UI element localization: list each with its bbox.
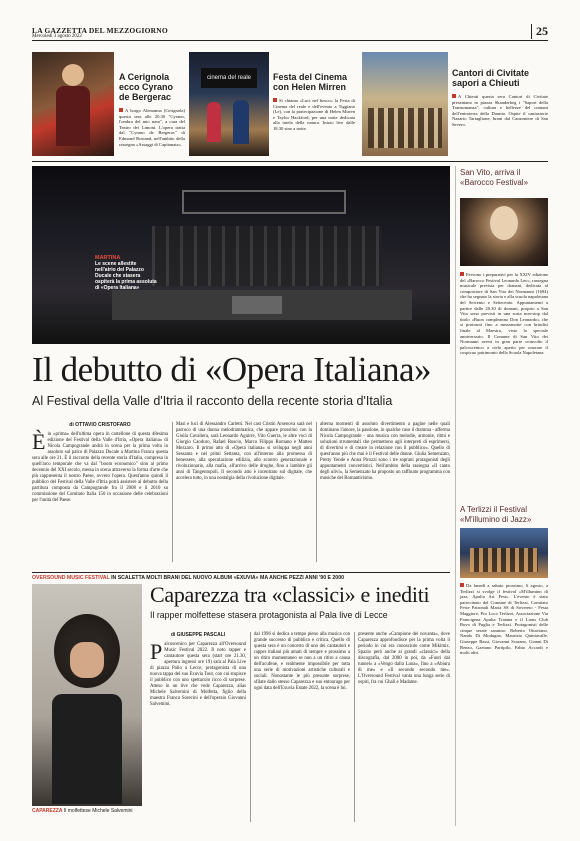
teaser-text-cantori: A Chieuti questa sera Cantori di Civitate presentano in piazza Skanderbeg i "Sapori della Transumanza", cultura e bellezze del comuni dell'entroterra della Daunia. Ospite il cantastorie Nazario Tartaglione, brani dal Canzoniere di San Severo. — [452, 94, 548, 127]
teaser-photo-cinema — [189, 52, 269, 156]
sidebar-photo-jazz — [460, 528, 548, 578]
drop-cap: È — [32, 429, 46, 454]
teaser-text-cyrano: A borgo Alemanna (Cerignola) questa sera alle 20.30 "Cyrano, l'ombra del mio naso", a cura del Teatro dei Limoni. L'opera tratta dal "Cyrano de Bergerac" di Edmond Rostand, nell'ambito della rassegna «Assaggi di Capitanata». — [119, 108, 185, 147]
main-headline: Il debutto di «Opera Italiana» — [32, 350, 432, 389]
drop-cap: P — [150, 639, 163, 664]
main-subhead: Al Festival della Valle d'Itria il racconto della recente storia d'Italia — [32, 394, 393, 408]
teaser-photo-cyrano — [32, 52, 114, 156]
second-byline: di GIUSEPPE PASCALI — [170, 632, 226, 638]
bullet-icon — [460, 583, 464, 587]
teaser-title-cinema: Festa del Cinema con Helen Mirren — [273, 72, 348, 92]
photo-caption: Le scene allestite nell'atrio del Palazzo Ducale che stasera ospiterà la prima assoluta di «Opera Italiana» — [95, 261, 157, 291]
teaser-title-cantori: Cantori di Civitate sapori a Chieuti — [452, 68, 530, 88]
newspaper-title: LA GAZZETTA DEL MEZZOGIORNO — [32, 26, 168, 35]
bullet-icon — [119, 108, 123, 112]
caparezza-photo — [32, 584, 142, 806]
sidebar-divider — [455, 166, 456, 826]
column-divider — [172, 422, 173, 562]
column-divider — [354, 632, 355, 822]
divider — [32, 161, 548, 162]
bullet-icon — [273, 98, 277, 102]
caparezza-caption-tag: CAPAREZZA — [32, 808, 63, 814]
kicker: OVERSOUND MUSIC FESTIVAL — [32, 575, 110, 581]
page-number: 25 — [531, 24, 548, 39]
bullet-icon — [460, 272, 464, 276]
main-col2: Masi e luci di Alessandro Carletti. Nel cast Cristin Arsenova sarà nel parroco di una donna melodrammatica, che appare prossimo con la Giulia Cavaliera, sarà Leonardo Aguirre, Vito Guerra, le altre voci di Giorgio Caoduro, Rafael Ruscio, Marco Filippo Romano e Matteo Mezzaro. Il primo atto di «Opera italiana» si sviluppa negli anni Sessanta e nei primi Settanta, con all'interno alla promessa di benessere, alla speculazione edilizia, allo scontro generazionale e rivoluzionario, alla mafia, all'arrivo delle droghe, fino a lambire gli anni di Tangentopoli. Il secondo atto è incentrato sul digitale, che accelera tutto, in una nostalgia della rivoluzione digitale. — [176, 422, 312, 481]
second-col1: alcoscenico per Caparezza all'Oversound Music Festival 2022. Il noto rapper e cantautore questa sera (start ore 21.30, apertura ingressi ore 19) sarà al Pala Live di piazza Palio a Lecce, protagonista di una nuova tappa del suo Exuvia Tour, con cui stupisce il pubblico con uno spettacolo ricco di sorprese. Atteso in un live che vede Caparezza, alias Michele Salvemini di Molfetta, figlio della maestra Franca Sorecini e dell'operaio Giovanni Salvemini. — [150, 642, 246, 707]
main-byline: di OTTAVIO CRISTOFARO — [69, 422, 131, 428]
column-divider — [250, 632, 251, 822]
kicker-rest: IN SCALETTA MOLTI BRANI DEL NUOVO ALBUM «EXUVIA» MA ANCHE PEZZI ANNI '90 E 2000 — [111, 575, 344, 581]
second-col2: dal 1996 si dedica a tempo pieno alla musica con grande successo di pubblico e critica. Quello di questa sera è un concerto di uno dei cantautori e rapper italiani più amati di sempre e prossimo a un ritiro momentaneo se non a un ritiro a causa dell'acufene, e realmente impossibile per tutta una serie di motivazioni artistiche culturali e sociali. Nonostante le più presunte sorprese, sfilate dallo stesso Caparezza e suo entourage per ogni data dell'Exuvia Estate 2022, la scena è lui. — [254, 632, 350, 691]
second-col3: presente anche «Campione dei novanta», dove Caparezza approfondisce per la prima volta il periodo in cui era conosciuto come Mikimix. Spazio però anche ai grandi «classici» della discografia, dal 2000 in poi, da «Fuori dal tunnel» a «Vengo dalla Luna», fino a «Abiura di me» e «Il secondo secondo me». L'Oversound Festival vanta una lunga serie di ospiti, fra cui Ghali e Madame. — [358, 632, 450, 685]
sidebar-title-jazz: A Terlizzi il Festival «M'illumino di Jazz» — [460, 505, 532, 524]
teaser-photo-cantori — [362, 52, 448, 156]
column-divider — [316, 422, 317, 562]
sidebar-text-barocco: Fervono i preparativi per la XXIV edizione del «Barocco Festival Leonardo Leo», rassegna musicale prevista per domani, dedicata al compositore di San Vito dei Normanni (1694) che ha segnato la storia e alla scuola napoletana del Seicento e Settecento. Appuntamenti a partire dalle 20.30 di domani, proprio a San Vito sono previsti in una sorta non-stop dal titolo «Buon compleanno Don Leonardo» che si protrarrà fino a mezzanotte con brindisi finale al Maestro, visto lo speciale anniversario. Il Comune di San Vito dei Normanni aveva in gran parte coinvolto il palcoscenico a cielo aperto per onorare il cospicuo patrimonio della Scuola Napoletana. — [460, 272, 548, 356]
second-headline: Caparezza tra «classici» e inediti — [150, 582, 430, 607]
bullet-icon — [452, 94, 456, 98]
sidebar-title-barocco: San Vito, arriva il «Barocco Festival» — [460, 168, 529, 187]
second-subhead: Il rapper molfettese stasera protagonista al Pala live di Lecce — [150, 610, 388, 620]
issue-date: Mercoledì 3 agosto 2022 — [32, 34, 82, 39]
masthead — [32, 26, 548, 41]
caparezza-caption: Il molfettese Michele Salvemini — [63, 808, 133, 814]
sidebar-photo-portrait — [460, 198, 548, 266]
photo-caption-tag: MARTINA — [95, 255, 121, 261]
divider — [32, 572, 450, 573]
teaser-title-cyrano: A Cerignola ecco Cyrano de Bergerac — [119, 72, 174, 102]
sidebar-text-jazz: Da lunedì a sabato prossimo, 6 agosto, a Terlizzi si svolge il festival «M'illumino di jazz, Apulia Art Fest». L'evento è stato patrocinato dal Comune di Terlizzi, Comitato Feste Patronali Maria SS di Sovereto - Festa Maggiore, Pro Loco Terlizzi, Associazione Via Francigena Apulia Traiana e il Lions Club Ruvo di Puglia e Terlizzi. Protagonisti delle cinque serate saranno: Roberto Ottaviano, Nando Di Modugno, Maurizio Quintavalle, Giuseppe Bassi, Giovanni Scarano, Gianni Di Renzo, Gaetano Partipilo, Fabio Accardi e molti altri. — [460, 583, 548, 656]
main-col1: in «prima» dell'ultima opera in cartellone di questa 48esima edizione del Festival della Valle d'Itria, «Opera italiana» di Nicola Campogrande andrà in scena per la prima volta in assoluto sul palco di Palazzo Ducale a Martina Franca questa sera alle ore 21. È il racconto della recente storia d'Italia, compresa in quell'arco temporale che va dal "boom economico" sino al primo decennio del XXI secolo, messa in scena attraverso la forma d'arte che più rappresenta il nostro Paese, ovvero l'opera. Quest'anno quindi il pubblico del Festival della Valle d'Itria potrà assistere al debutto della partitura composta da Campogrande fra il 2008 e il 2010 su commissione del Comitato Italia 150 in occasione delle celebrazioni per l'unità del Paese. — [32, 432, 168, 503]
teaser-text-cinema: Si chiama «Luci nel bosco» la Festa di Cinema del reale e dell'evento a Tiggiano (Le), con la partecipazione di Helen Mirren e Taylor Hackford, per una notte dedicata alla tutela della natura. Inizio live dalle 18.30 sino a notte. — [273, 98, 355, 131]
main-col3: alterna momenti di assoluto divertimento a pagine nelle quali dominano l'amore, la passione, in qualche caso il dramma - afferma Nicola Campogrande - una musica con melodie, armonie, ritmi e soluzioni strumentali che permettono agli interpreti di esprimersi, di divertirsi e di creare in relazione con il pubblico». Quello di quest'anno più che mai è il Festival delle donne. Giulia Semenzato, Pretty Yende e Anna Pirozzi sono i tre soprani protagonisti degli appuntamenti concertistici. Nell'ambito della rassegna «Il canto degli ulivi», la Semenzato ha proposto un raffinato programma con musiche del Romanticismo. — [320, 422, 450, 481]
cinema-sign: cinema del reale — [201, 68, 257, 88]
